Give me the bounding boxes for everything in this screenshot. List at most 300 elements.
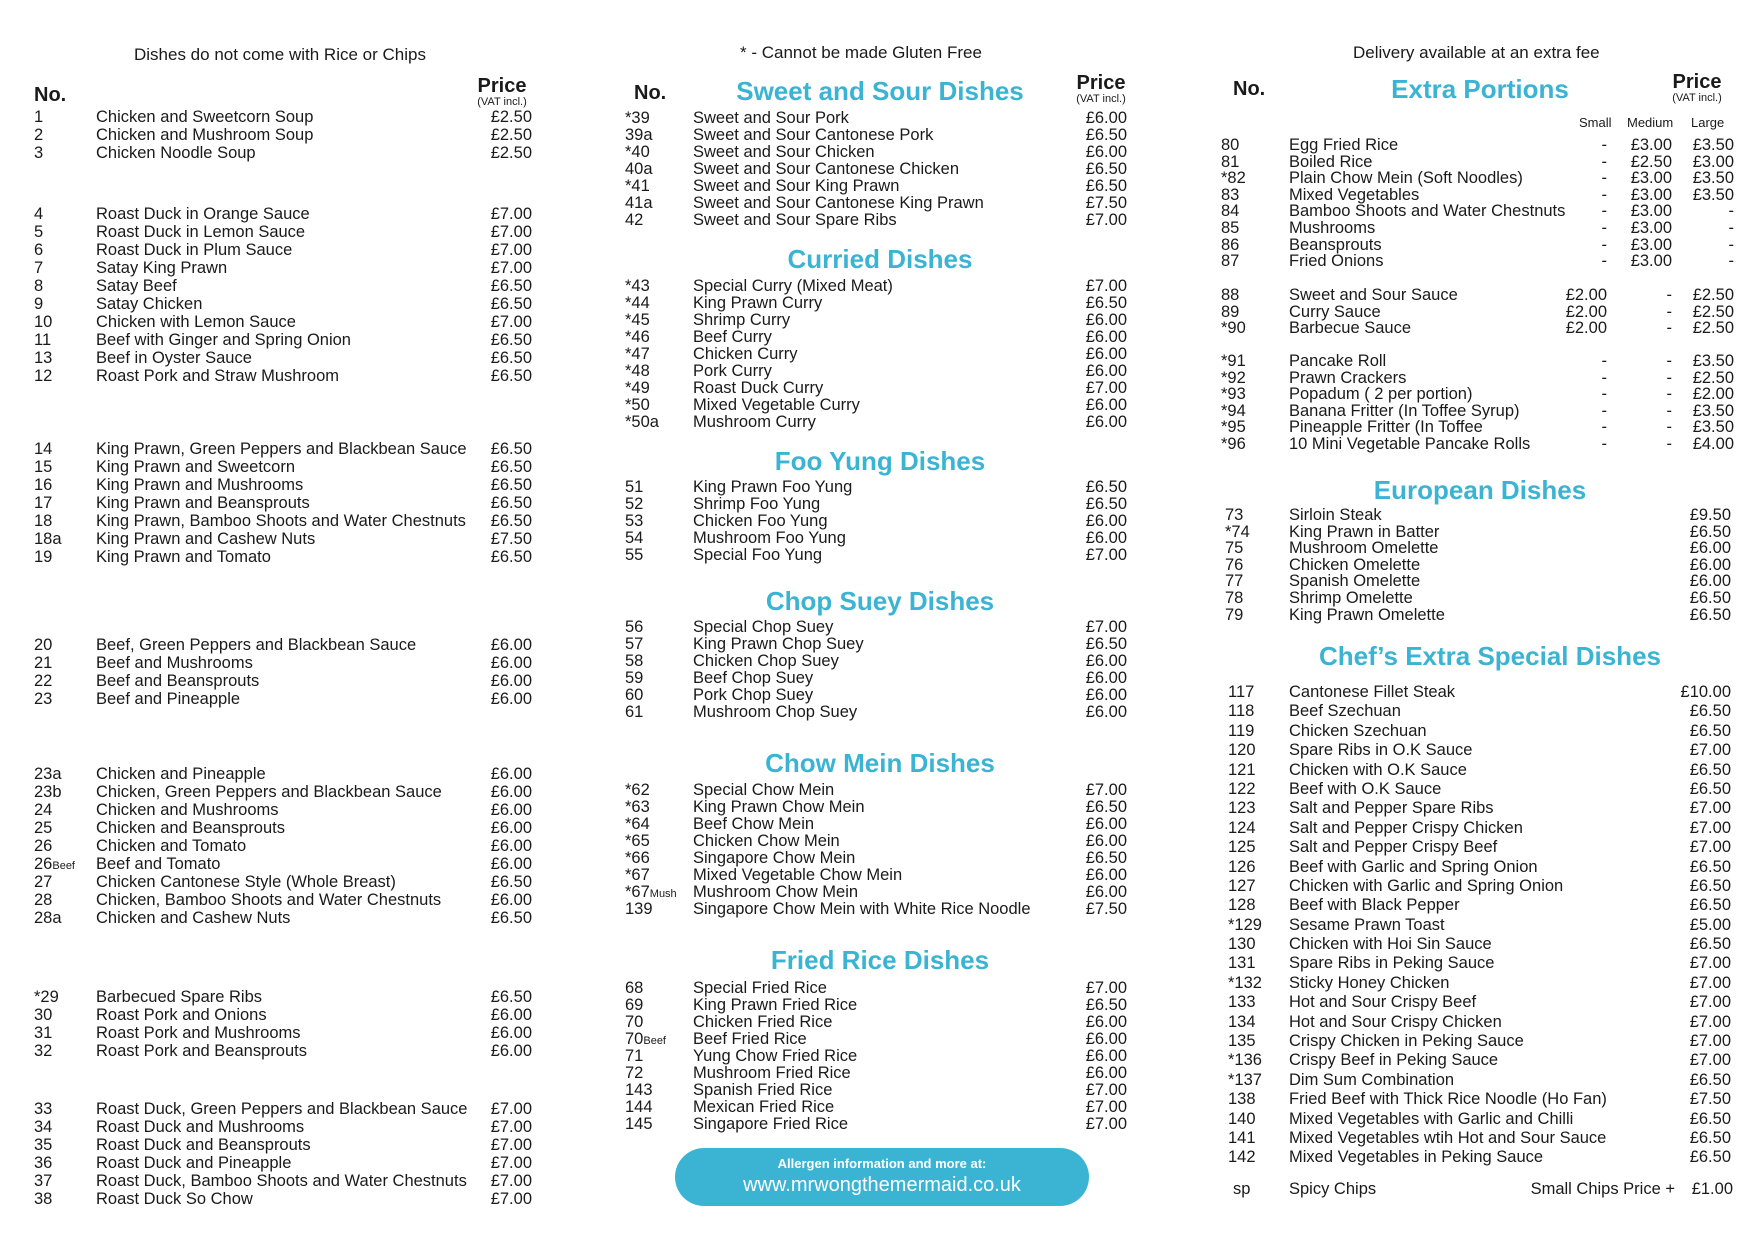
item-price: £6.00 bbox=[490, 672, 532, 690]
size-price-large: £2.50 bbox=[1692, 286, 1734, 304]
item-price: £6.50 bbox=[1689, 721, 1731, 740]
item-number: 27 bbox=[34, 873, 53, 891]
item-number: *67 bbox=[625, 866, 650, 884]
size-price-small: - bbox=[1601, 352, 1607, 370]
size-price-medium: £3.00 bbox=[1630, 235, 1672, 254]
item-price: £6.00 bbox=[1085, 1030, 1127, 1048]
item-price: £6.00 bbox=[1085, 362, 1127, 380]
item-number: sp bbox=[1233, 1180, 1251, 1198]
item-number: 15 bbox=[34, 458, 53, 476]
size-price-medium: - bbox=[1666, 368, 1672, 387]
item-name: Roast Duck and Beansprouts bbox=[96, 1136, 311, 1154]
item-name: Chicken Omelette bbox=[1289, 555, 1421, 574]
item-price: £6.50 bbox=[490, 331, 532, 349]
item-name: Beef with Black Pepper bbox=[1289, 896, 1460, 915]
item-number: *63 bbox=[625, 798, 650, 816]
website-url[interactable]: www.mrwongthemermaid.co.uk bbox=[743, 1174, 1021, 1196]
item-name: Roast Pork and Straw Mushroom bbox=[96, 367, 340, 385]
item-name: Special Chop Suey bbox=[693, 618, 834, 636]
item-price: £7.00 bbox=[1689, 799, 1731, 818]
item-name: Sweet and Sour Sauce bbox=[1289, 286, 1458, 304]
item-price: £6.00 bbox=[1689, 572, 1731, 591]
item-name: Singapore Chow Mein with White Rice Noodle bbox=[693, 900, 1031, 918]
size-price-large: £3.50 bbox=[1692, 169, 1734, 188]
item-name: Fried Onions bbox=[1289, 252, 1384, 271]
price-label: Price bbox=[1076, 72, 1126, 94]
item-price: £6.50 bbox=[490, 349, 532, 367]
size-price-medium: £3.00 bbox=[1630, 218, 1672, 237]
item-price: £6.50 bbox=[490, 476, 532, 494]
item-price: £7.00 bbox=[1085, 1081, 1127, 1099]
size-price-small: - bbox=[1601, 385, 1607, 404]
item-price: £7.50 bbox=[490, 530, 532, 548]
item-price: £1.00 bbox=[1691, 1180, 1733, 1198]
item-price: £7.00 bbox=[1689, 1032, 1731, 1051]
item-number: 125 bbox=[1228, 838, 1256, 857]
item-name: Chicken and Pineapple bbox=[96, 765, 266, 783]
item-name: Roast Duck in Lemon Sauce bbox=[96, 223, 306, 241]
item-price: £7.00 bbox=[1689, 741, 1731, 760]
item-price: £6.50 bbox=[1689, 1128, 1731, 1147]
item-price: £7.00 bbox=[490, 1118, 532, 1136]
item-name: Banana Fritter (In Toffee Syrup) bbox=[1289, 401, 1520, 420]
item-price: £6.50 bbox=[1689, 588, 1731, 607]
item-name: Special Fried Rice bbox=[693, 979, 827, 997]
item-name: Beef in Oyster Sauce bbox=[96, 349, 252, 367]
item-name: Mushroom Foo Yung bbox=[693, 529, 846, 547]
item-number: 41a bbox=[625, 194, 653, 212]
size-price-medium: - bbox=[1666, 434, 1672, 453]
item-name: King Prawn Fried Rice bbox=[693, 996, 858, 1014]
item-price: £6.50 bbox=[1689, 1070, 1731, 1089]
item-price: £6.50 bbox=[490, 494, 532, 512]
item-price: £6.00 bbox=[1085, 652, 1127, 670]
item-name: King Prawn, Green Peppers and Blackbean Sauce bbox=[96, 440, 467, 458]
item-price: £6.00 bbox=[1085, 1064, 1127, 1082]
item-number: *129 bbox=[1228, 915, 1262, 934]
item-price: £6.50 bbox=[1085, 160, 1127, 178]
item-number: *95 bbox=[1221, 418, 1246, 437]
item-price: £6.00 bbox=[1085, 1013, 1127, 1031]
item-number: 130 bbox=[1228, 935, 1256, 954]
item-price: £6.00 bbox=[1085, 669, 1127, 687]
item-name: Beef with Ginger and Spring Onion bbox=[96, 331, 351, 349]
size-price-small: - bbox=[1601, 202, 1607, 221]
size-price-medium: £3.00 bbox=[1630, 136, 1672, 154]
size-price-medium: - bbox=[1666, 401, 1672, 420]
size-price-large: £3.50 bbox=[1692, 136, 1734, 154]
item-name: Plain Chow Mein (Soft Noodles) bbox=[1289, 169, 1523, 188]
item-number: 4 bbox=[34, 205, 44, 223]
item-name: Chicken Szechuan bbox=[1289, 721, 1427, 740]
item-price: £2.50 bbox=[490, 126, 532, 144]
item-name: King Prawn and Cashew Nuts bbox=[96, 530, 316, 548]
size-price-small: - bbox=[1601, 252, 1607, 271]
item-name: Pancake Roll bbox=[1289, 352, 1387, 370]
item-name: Beef Curry bbox=[693, 328, 772, 346]
item-name: Chicken, Bamboo Shoots and Water Chestnuts bbox=[96, 891, 442, 909]
item-number: 117 bbox=[1228, 683, 1255, 701]
item-name: 10 Mini Vegetable Pancake Rolls bbox=[1289, 434, 1531, 453]
item-price: £7.00 bbox=[490, 259, 532, 277]
item-number: 87 bbox=[1221, 252, 1240, 271]
item-name: Mushrooms bbox=[1289, 218, 1376, 237]
size-price-small: - bbox=[1601, 434, 1607, 453]
item-price: £6.00 bbox=[1085, 815, 1127, 833]
item-number: 32 bbox=[34, 1042, 53, 1060]
item-price: £6.50 bbox=[1689, 935, 1731, 954]
item-price: £6.50 bbox=[1085, 495, 1127, 513]
item-number: 80 bbox=[1221, 136, 1240, 154]
item-name: Fried Beef with Thick Rice Noodle (Ho Fan) bbox=[1289, 1090, 1607, 1109]
item-number: *39 bbox=[625, 109, 650, 127]
item-price: £6.00 bbox=[490, 819, 532, 837]
item-price: £7.00 bbox=[1085, 277, 1127, 295]
item-number: *48 bbox=[625, 362, 650, 380]
item-number: *132 bbox=[1228, 973, 1262, 992]
item-number: 19 bbox=[34, 548, 53, 566]
item-number: 84 bbox=[1221, 202, 1240, 221]
item-name: Cantonese Fillet Steak bbox=[1289, 683, 1456, 701]
item-number: 131 bbox=[1228, 954, 1256, 973]
item-name: Crispy Chicken in Peking Sauce bbox=[1289, 1032, 1524, 1051]
size-price-large: £2.00 bbox=[1692, 385, 1734, 404]
item-name: Chicken, Green Peppers and Blackbean Sauce bbox=[96, 783, 442, 801]
note-delivery: Delivery available at an extra fee bbox=[1353, 43, 1600, 62]
item-name: Beef, Green Peppers and Blackbean Sauce bbox=[96, 636, 417, 654]
item-price: £6.50 bbox=[1689, 1109, 1731, 1128]
item-name: Barbecued Spare Ribs bbox=[96, 988, 263, 1006]
section-title: Chef’s Extra Special Dishes bbox=[1319, 641, 1661, 671]
item-number: *64 bbox=[625, 815, 650, 833]
item-name: Dim Sum Combination bbox=[1289, 1070, 1455, 1089]
size-price-medium: - bbox=[1666, 286, 1672, 304]
item-name: Roast Duck in Orange Sauce bbox=[96, 205, 310, 223]
item-name: Curry Sauce bbox=[1289, 302, 1381, 321]
item-price: £10.00 bbox=[1680, 683, 1731, 701]
note-gluten: * - Cannot be made Gluten Free bbox=[740, 43, 982, 62]
item-name: Beef Chop Suey bbox=[693, 669, 814, 687]
vat-label: (VAT incl.) bbox=[477, 96, 527, 108]
item-name: Roast Duck and Mushrooms bbox=[96, 1118, 305, 1136]
size-price-medium: £3.00 bbox=[1630, 252, 1672, 271]
item-price: £6.50 bbox=[490, 548, 532, 566]
size-price-small: - bbox=[1601, 368, 1607, 387]
size-price-small: - bbox=[1601, 235, 1607, 254]
item-number: 25 bbox=[34, 819, 53, 837]
item-number: 140 bbox=[1228, 1109, 1256, 1128]
item-number: 24 bbox=[34, 801, 53, 819]
item-name: Beef with Garlic and Spring Onion bbox=[1289, 857, 1538, 876]
item-name: Beef and Pineapple bbox=[96, 690, 241, 708]
item-price: £7.00 bbox=[490, 1172, 532, 1190]
item-price: £6.50 bbox=[1085, 177, 1127, 195]
left-no-header: No. bbox=[34, 84, 67, 106]
item-price: £7.00 bbox=[1085, 1098, 1127, 1116]
item-price: £6.00 bbox=[490, 1024, 532, 1042]
item-number: *94 bbox=[1221, 401, 1246, 420]
item-price: £6.50 bbox=[490, 277, 532, 295]
item-number: 10 bbox=[34, 313, 53, 331]
right-no-header: No. bbox=[1233, 78, 1266, 100]
item-name: Sesame Prawn Toast bbox=[1289, 915, 1445, 934]
item-number: 30 bbox=[34, 1006, 53, 1024]
item-name: Sticky Honey Chicken bbox=[1289, 973, 1450, 992]
section-title: Chop Suey Dishes bbox=[765, 586, 995, 616]
size-price-small: - bbox=[1601, 185, 1607, 204]
item-number: 143 bbox=[625, 1081, 653, 1099]
item-number: 42 bbox=[625, 211, 644, 229]
item-price: £7.00 bbox=[490, 205, 532, 223]
item-number: 23 bbox=[34, 690, 53, 708]
item-number: 81 bbox=[1221, 152, 1240, 171]
item-price: £7.00 bbox=[1689, 818, 1731, 837]
size-price-large: £2.50 bbox=[1692, 302, 1734, 321]
item-number: 69 bbox=[625, 996, 644, 1014]
size-price-small: - bbox=[1601, 169, 1607, 188]
item-price: £6.00 bbox=[490, 765, 532, 783]
item-name: Popadum ( 2 per portion) bbox=[1289, 385, 1473, 404]
item-number: 70 bbox=[625, 1013, 644, 1031]
size-price-large: £3.50 bbox=[1692, 418, 1734, 437]
item-price: £6.00 bbox=[1085, 686, 1127, 704]
item-name: Special Foo Yung bbox=[693, 546, 823, 564]
item-number: 135 bbox=[1228, 1032, 1256, 1051]
item-number: 144 bbox=[625, 1098, 653, 1116]
item-price: £7.50 bbox=[1085, 194, 1127, 212]
item-price: £6.00 bbox=[1689, 555, 1731, 574]
item-price: £7.00 bbox=[1085, 618, 1127, 636]
item-number: 83 bbox=[1221, 185, 1240, 204]
item-price: £6.00 bbox=[1085, 328, 1127, 346]
item-number: 56 bbox=[625, 618, 644, 636]
size-price-small: - bbox=[1601, 152, 1607, 171]
item-price: £7.50 bbox=[1689, 1090, 1731, 1109]
item-name: Mixed Vegetables wtih Hot and Sour Sauce bbox=[1289, 1128, 1607, 1147]
item-name: Satay Chicken bbox=[96, 295, 203, 313]
item-name: Beef and Mushrooms bbox=[96, 654, 253, 672]
size-header-small: Small bbox=[1579, 115, 1612, 130]
item-price: £7.00 bbox=[1085, 979, 1127, 997]
item-number: 138 bbox=[1228, 1090, 1256, 1109]
middle-no-header: No. bbox=[634, 82, 667, 104]
item-number: 142 bbox=[1228, 1148, 1256, 1167]
item-price: £7.00 bbox=[490, 313, 532, 331]
size-price-large: - bbox=[1728, 218, 1734, 237]
item-price: £7.00 bbox=[1689, 973, 1731, 992]
item-name: King Prawn Omelette bbox=[1289, 605, 1445, 624]
item-number: 73 bbox=[1225, 506, 1244, 524]
item-number: 89 bbox=[1221, 302, 1240, 321]
item-number: 120 bbox=[1228, 741, 1256, 760]
item-number: 139 bbox=[625, 900, 653, 918]
item-number: 55 bbox=[625, 546, 644, 564]
item-name: Satay King Prawn bbox=[96, 259, 228, 277]
item-price: £6.50 bbox=[490, 440, 532, 458]
item-number: 88 bbox=[1221, 286, 1240, 304]
item-price: £7.00 bbox=[1689, 1012, 1731, 1031]
item-name: Sweet and Sour Cantonese Chicken bbox=[693, 160, 959, 178]
item-number: 36 bbox=[34, 1154, 53, 1172]
item-name: Spicy Chips bbox=[1289, 1180, 1377, 1198]
item-price: £6.00 bbox=[490, 1042, 532, 1060]
item-name: Chicken Fried Rice bbox=[693, 1013, 833, 1031]
item-price: £6.50 bbox=[1689, 522, 1731, 541]
item-price: £7.00 bbox=[490, 1100, 532, 1118]
item-number: 9 bbox=[34, 295, 44, 313]
item-name: Prawn Crackers bbox=[1289, 368, 1407, 387]
item-price: £7.00 bbox=[1689, 838, 1731, 857]
item-name: King Prawn Chow Mein bbox=[693, 798, 865, 816]
item-number: 145 bbox=[625, 1115, 653, 1133]
item-price: £6.50 bbox=[1085, 996, 1127, 1014]
item-name: Mushroom Chow Mein bbox=[693, 883, 859, 901]
item-number: 7 bbox=[34, 259, 44, 277]
item-number: 60 bbox=[625, 686, 644, 704]
size-price-large: £3.00 bbox=[1692, 152, 1734, 171]
item-name: Spare Ribs in Peking Sauce bbox=[1289, 954, 1495, 973]
item-name: Hot and Sour Crispy Chicken bbox=[1289, 1012, 1502, 1031]
size-price-medium: £3.00 bbox=[1630, 169, 1672, 188]
item-number: 23b bbox=[34, 783, 62, 801]
item-number: 35 bbox=[34, 1136, 53, 1154]
item-price: £7.00 bbox=[1689, 954, 1731, 973]
item-price: £6.00 bbox=[490, 654, 532, 672]
vat-label: (VAT incl.) bbox=[1076, 93, 1126, 105]
allergen-info-text: Allergen information and more at: bbox=[777, 1156, 987, 1171]
extra-portions-title: Extra Portions bbox=[1391, 74, 1569, 104]
item-price: £6.00 bbox=[1085, 703, 1127, 721]
item-price: £7.00 bbox=[1689, 993, 1731, 1012]
item-number: 18 bbox=[34, 512, 53, 530]
size-price-small: £2.00 bbox=[1565, 286, 1607, 304]
item-number: 75 bbox=[1225, 539, 1244, 558]
item-number: 5 bbox=[34, 223, 44, 241]
size-price-medium: £3.00 bbox=[1630, 202, 1672, 221]
size-price-large: £3.50 bbox=[1692, 185, 1734, 204]
item-name: Salt and Pepper Crispy Beef bbox=[1289, 838, 1498, 857]
item-price: £6.50 bbox=[1085, 126, 1127, 144]
item-number: 26Beef bbox=[34, 855, 75, 873]
allergen-link-pill[interactable] bbox=[675, 1148, 1089, 1206]
item-number: 133 bbox=[1228, 993, 1256, 1012]
item-number: 22 bbox=[34, 672, 53, 690]
item-number-suffix: Beef bbox=[643, 1035, 666, 1047]
item-name: Yung Chow Fried Rice bbox=[693, 1047, 858, 1065]
item-number: 127 bbox=[1228, 876, 1256, 895]
item-name: King Prawn Chop Suey bbox=[693, 635, 864, 653]
item-name: Sweet and Sour Pork bbox=[693, 109, 849, 127]
item-number-suffix: Mush bbox=[649, 888, 677, 900]
item-name: Spanish Fried Rice bbox=[693, 1081, 833, 1099]
size-price-medium: £2.50 bbox=[1630, 152, 1672, 171]
item-name: Chicken and Tomato bbox=[96, 837, 247, 855]
item-number: *50a bbox=[625, 413, 659, 431]
item-number: 51 bbox=[625, 478, 644, 496]
size-price-small: - bbox=[1601, 401, 1607, 420]
size-price-large: - bbox=[1728, 252, 1734, 271]
item-name: Chicken Cantonese Style (Whole Breast) bbox=[96, 873, 396, 891]
item-number: 14 bbox=[34, 440, 53, 458]
price-label: Price bbox=[1672, 71, 1722, 93]
item-name: Beansprouts bbox=[1289, 235, 1382, 254]
left-price-header bbox=[470, 76, 534, 108]
item-number-suffix: Beef bbox=[52, 860, 75, 872]
item-price: £6.00 bbox=[1085, 832, 1127, 850]
item-name: Mushroom Omelette bbox=[1289, 539, 1439, 558]
item-number: 38 bbox=[34, 1190, 53, 1208]
size-price-medium: - bbox=[1666, 319, 1672, 338]
item-number: *82 bbox=[1221, 169, 1246, 188]
item-number: 85 bbox=[1221, 218, 1240, 237]
item-price: £6.00 bbox=[1085, 143, 1127, 161]
section-title: Sweet and Sour Dishes bbox=[736, 76, 1024, 106]
item-number: 11 bbox=[34, 331, 52, 349]
item-number: 54 bbox=[625, 529, 644, 547]
item-price: £6.50 bbox=[490, 367, 532, 385]
item-name: Mixed Vegetable Curry bbox=[693, 396, 860, 414]
item-number: *45 bbox=[625, 311, 650, 329]
size-price-large: £4.00 bbox=[1692, 434, 1734, 453]
item-name: Chicken with Garlic and Spring Onion bbox=[1289, 876, 1564, 895]
item-price: £6.50 bbox=[1085, 478, 1127, 496]
item-price: £6.50 bbox=[1085, 798, 1127, 816]
item-price: £6.50 bbox=[1085, 294, 1127, 312]
item-price: £7.00 bbox=[1085, 211, 1127, 229]
item-number: *92 bbox=[1221, 368, 1246, 387]
item-price: £7.00 bbox=[1085, 379, 1127, 397]
item-number: *96 bbox=[1221, 434, 1246, 453]
item-name: Salt and Pepper Spare Ribs bbox=[1289, 799, 1494, 818]
item-name: King Prawn and Tomato bbox=[96, 548, 271, 566]
size-price-small: - bbox=[1601, 418, 1607, 437]
item-number: 6 bbox=[34, 241, 44, 259]
item-price: £6.00 bbox=[490, 783, 532, 801]
item-price: £9.50 bbox=[1689, 506, 1731, 524]
item-number: 70Beef bbox=[625, 1030, 666, 1048]
item-number: 21 bbox=[34, 654, 53, 672]
item-name: Chicken with Lemon Sauce bbox=[96, 313, 296, 331]
item-number: 78 bbox=[1225, 588, 1244, 607]
item-name: Roast Duck, Green Peppers and Blackbean Sauce bbox=[96, 1100, 468, 1118]
item-number: *74 bbox=[1225, 522, 1250, 541]
item-number: *44 bbox=[625, 294, 650, 312]
item-number: *67Mush bbox=[625, 883, 677, 901]
item-name: Special Chow Mein bbox=[693, 781, 835, 799]
item-name: Beef Fried Rice bbox=[693, 1030, 807, 1048]
item-price: £7.00 bbox=[490, 1190, 532, 1208]
item-name: Bamboo Shoots and Water Chestnuts bbox=[1289, 202, 1566, 221]
item-name: King Prawn Curry bbox=[693, 294, 823, 312]
item-number: *29 bbox=[34, 988, 59, 1006]
item-price: £7.00 bbox=[490, 223, 532, 241]
item-number: 34 bbox=[34, 1118, 53, 1136]
item-price: £6.50 bbox=[1689, 702, 1731, 721]
item-number: 18a bbox=[34, 530, 62, 548]
item-name: Mixed Vegetables bbox=[1289, 185, 1420, 204]
size-price-large: - bbox=[1728, 202, 1734, 221]
item-name: Satay Beef bbox=[96, 277, 177, 295]
price-label: Price bbox=[477, 75, 527, 97]
item-number: *62 bbox=[625, 781, 650, 799]
vat-label: (VAT incl.) bbox=[1672, 92, 1722, 104]
section-title: European Dishes bbox=[1373, 475, 1587, 505]
size-header-large: Large bbox=[1691, 115, 1725, 130]
item-name: Chicken and Mushroom Soup bbox=[96, 126, 314, 144]
size-price-medium: - bbox=[1666, 385, 1672, 404]
item-name: King Prawn and Beansprouts bbox=[96, 494, 310, 512]
item-number: *43 bbox=[625, 277, 650, 295]
